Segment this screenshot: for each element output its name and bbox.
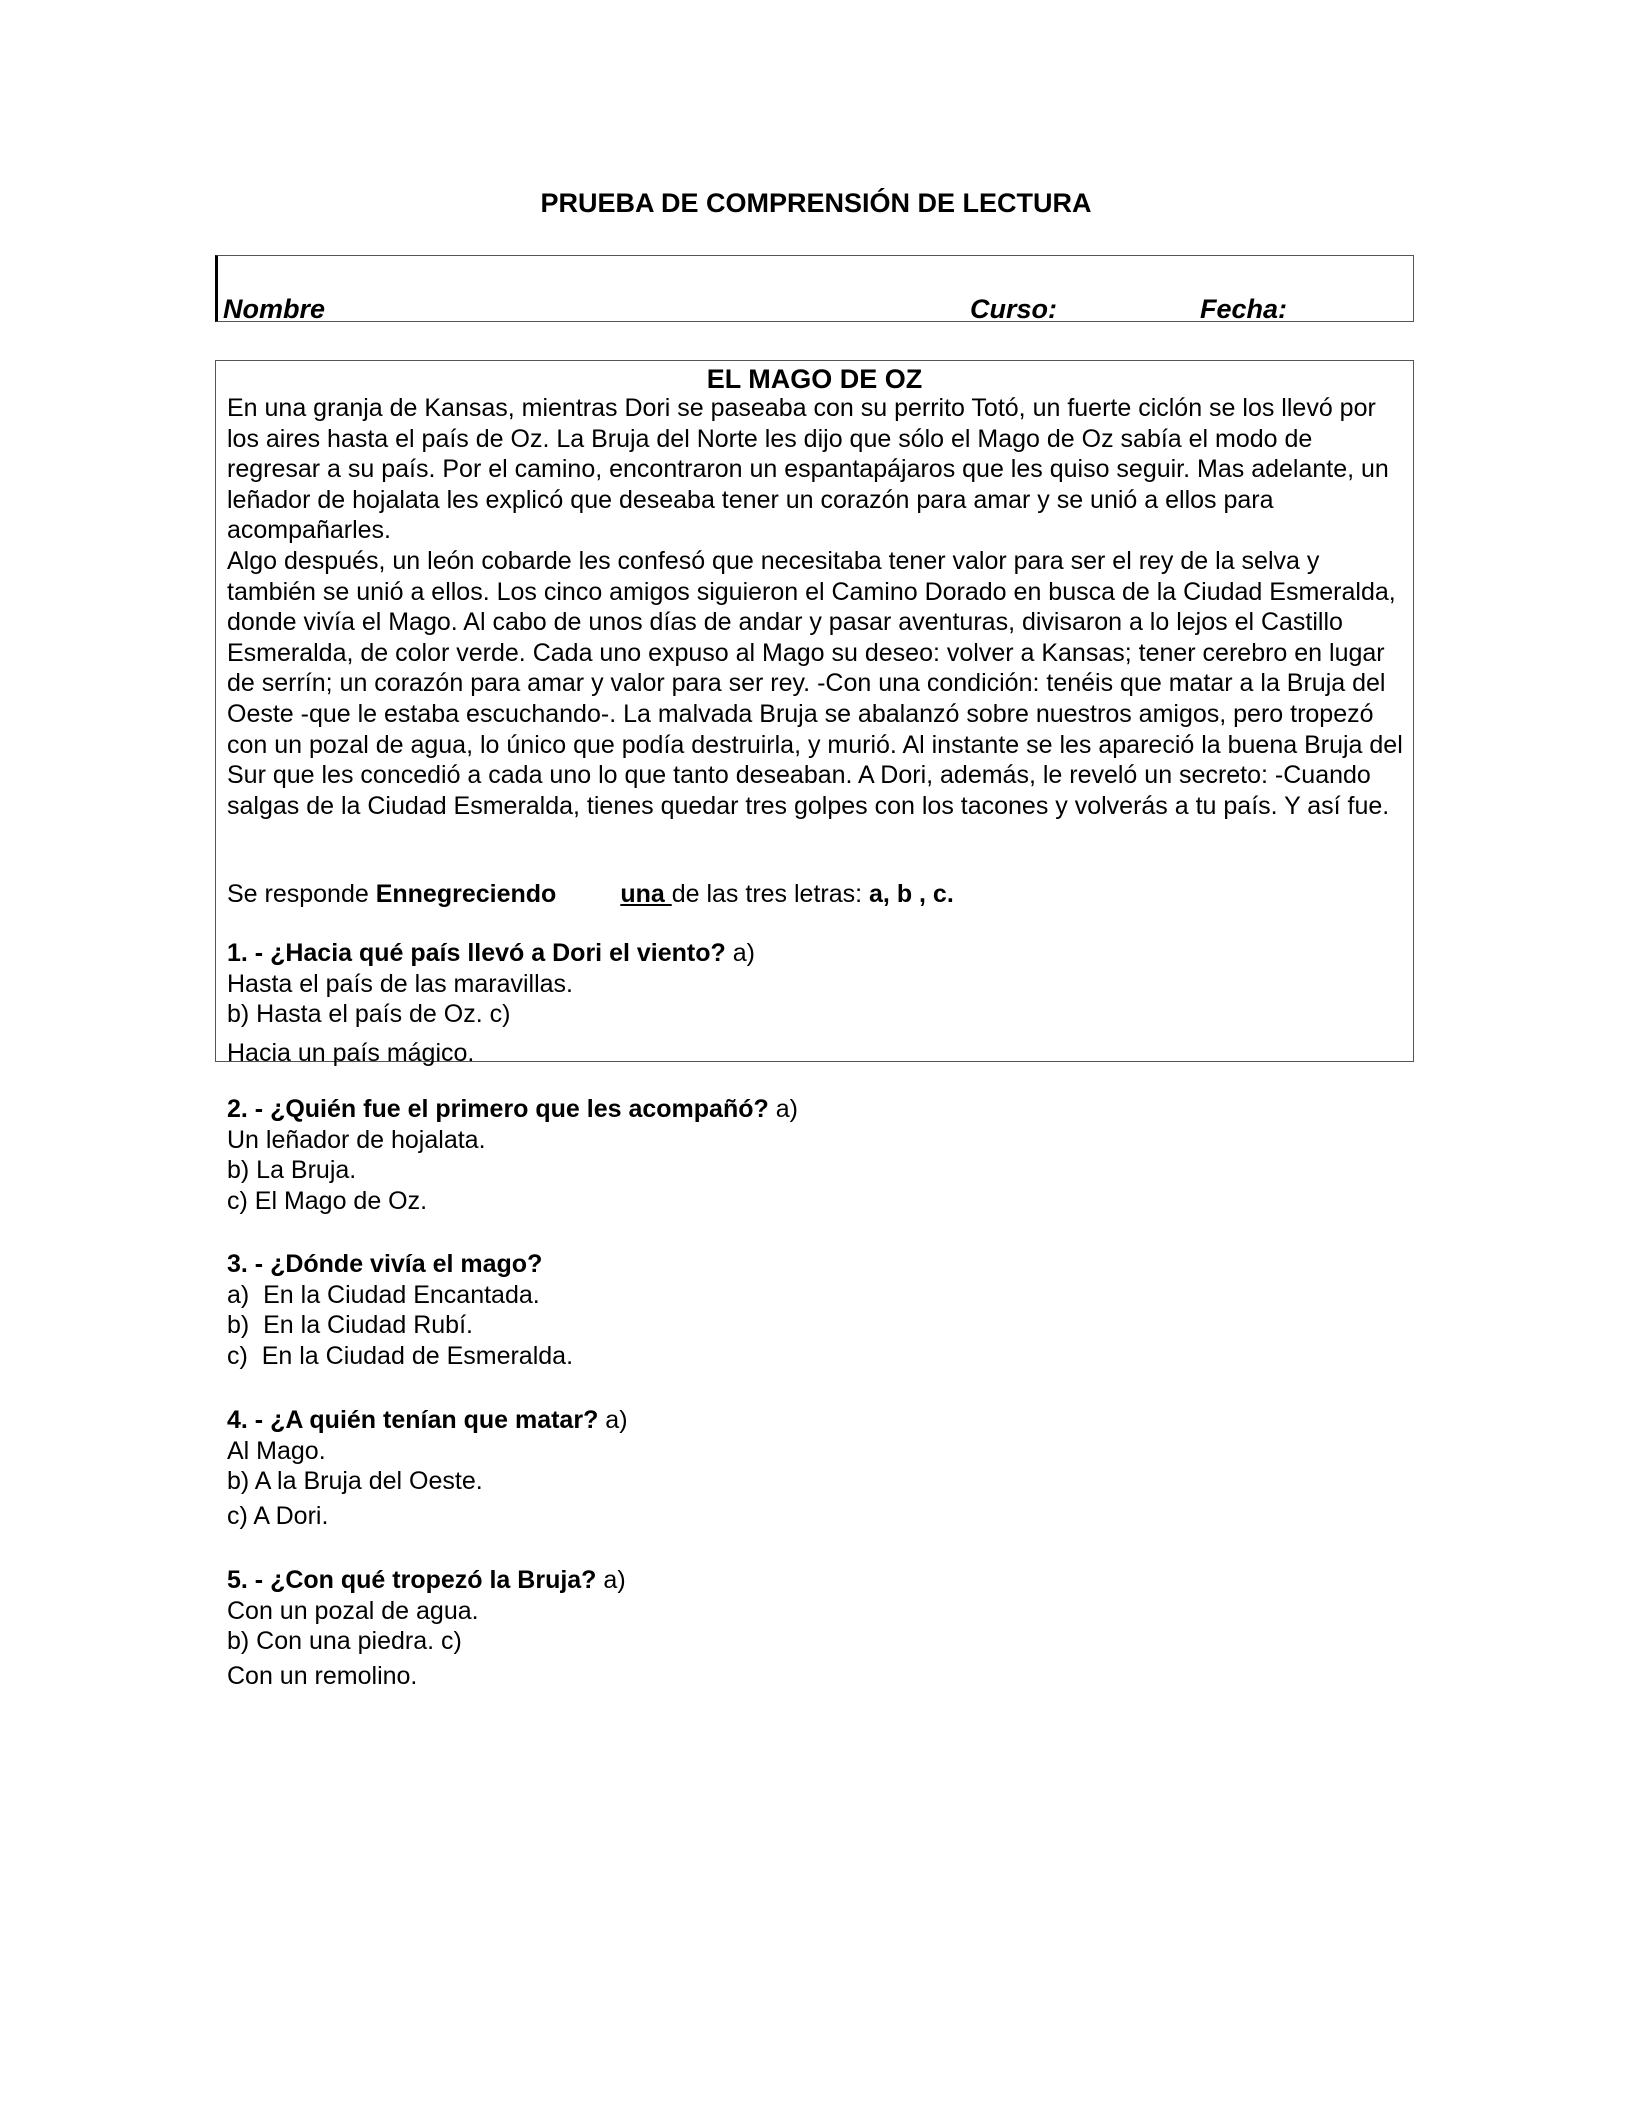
instructions-letters: a, b , c. <box>862 880 954 908</box>
option-line[interactable]: Con un remolino. <box>227 1661 418 1690</box>
option-a-marker: a) <box>596 1566 626 1594</box>
option-a-marker: a) <box>725 939 755 967</box>
option-line[interactable]: Hacia un país mágico. <box>227 1038 475 1067</box>
story-title: EL MAGO DE OZ <box>706 364 923 394</box>
instructions-bold-word: Ennegreciendo <box>375 880 557 908</box>
name-label: Nombre <box>223 294 326 324</box>
question-text: 1. - ¿Hacia qué país llevó a Dori el viento? <box>227 939 726 967</box>
option-line[interactable]: c) A Dori. <box>227 1501 329 1530</box>
option-line[interactable]: b) Hasta el país de Oz. c) <box>227 1000 511 1029</box>
question-text: 3. - ¿Dónde vivía el mago? <box>227 1250 543 1278</box>
instructions <box>227 880 954 909</box>
instructions-underlined: una <box>620 880 672 908</box>
option-line[interactable]: c) El Mago de Oz. <box>227 1186 428 1215</box>
course-label: Curso: <box>970 294 1057 324</box>
option-line[interactable]: a) En la Ciudad Encantada. <box>227 1280 540 1309</box>
option-line[interactable]: b) La Bruja. <box>227 1156 357 1185</box>
option-line[interactable]: Con un pozal de agua. <box>227 1596 479 1625</box>
instructions-middle: de las tres letras: <box>671 880 863 908</box>
option-a-marker: a) <box>598 1406 628 1434</box>
story-text <box>227 393 1407 821</box>
story-paragraph-1: En una granja de Kansas, mientras Dori se paseaba con su perrito Totó, un fuerte ciclón se los llevó por los aires hasta el país de Oz. La Bruja del Norte les dijo que sólo el Mago de Oz sabía el modo de regresar a su país. Por el camino, encontraron un espantapájaros que les quiso seguir. Mas adelante, un leñador de hojalata les explicó que deseaba tener un corazón para amar y se unió a ellos para acompañarles. <box>227 394 1389 545</box>
option-a-marker: a) <box>768 1095 798 1123</box>
question-text: 5. - ¿Con qué tropezó la Bruja? <box>227 1566 597 1594</box>
option-line[interactable]: b) En la Ciudad Rubí. <box>227 1311 473 1340</box>
page-title: PRUEBA DE COMPRENSIÓN DE LECTURA <box>540 188 1092 218</box>
question-2 <box>227 1094 798 1216</box>
option-line[interactable]: b) Con una piedra. c) <box>227 1627 462 1656</box>
story-paragraph-2: Algo después, un león cobarde les confesó que necesitaba tener valor para ser el rey de la selva y también se unió a ellos. Los cinco amigos siguieron el Camino Dorado en busca de la Ciudad Esmeralda, donde vivía el Mago. Al cabo de unos días de andar y pasar aventuras, divisaron a lo lejos el Castillo Esmeralda, de color verde. Cada uno expuso al Mago su deseo: volver a Kansas; tener cerebro en lugar de serrín; un corazón para amar y valor para ser rey. -Con una condición: tenéis que matar a la Bruja del Oeste -que le estaba escuchando-. La malvada Bruja se abalanzó sobre nuestros amigos, pero tropezó con un pozal de agua, lo único que podía destruirla, y murió. Al instante se les apareció la buena Bruja del Sur que les concedió a cada uno lo que tanto deseaban. A Dori, además, le reveló un secreto: -Cuando salgas de la Ciudad Esmeralda, tienes quedar tres golpes con los tacones y volverás a tu país. Y así fue. <box>227 546 1403 820</box>
question-3 <box>227 1249 573 1371</box>
option-line[interactable]: b) A la Bruja del Oeste. <box>227 1467 483 1496</box>
option-line[interactable]: Un leñador de hojalata. <box>227 1125 486 1154</box>
date-label: Fecha: <box>1200 294 1288 324</box>
question-text: 2. - ¿Quién fue el primero que les acompañó? <box>227 1095 769 1123</box>
option-line[interactable]: c) En la Ciudad de Esmeralda. <box>227 1341 574 1370</box>
instructions-prefix: Se responde <box>227 880 376 908</box>
option-line[interactable]: Hasta el país de las maravillas. <box>227 969 573 998</box>
question-5 <box>227 1565 626 1691</box>
question-text: 4. - ¿A quién tenían que matar? <box>227 1406 599 1434</box>
question-1 <box>227 938 755 1068</box>
option-line[interactable]: Al Mago. <box>227 1436 326 1465</box>
question-4 <box>227 1405 628 1531</box>
